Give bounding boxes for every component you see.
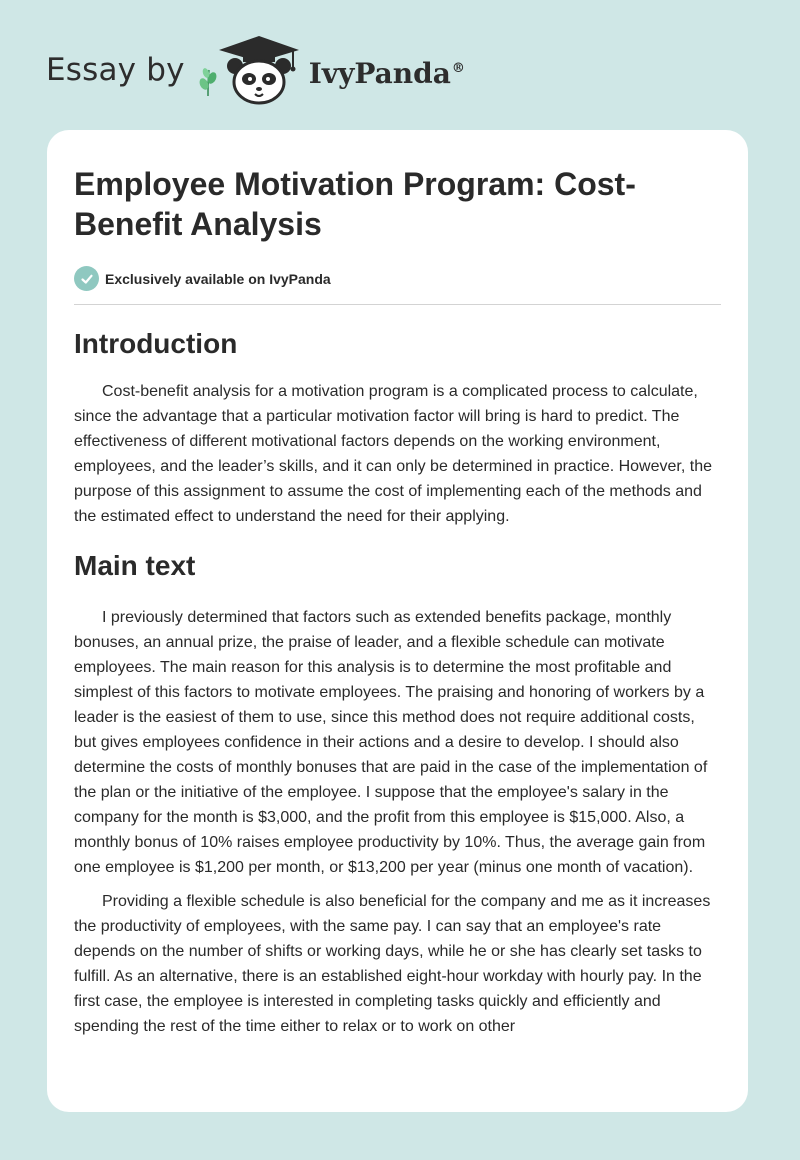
essay-title: Employee Motivation Program: Cost-Benefit Analysis <box>74 166 636 242</box>
brand-name: IvyPanda® <box>308 56 465 90</box>
section-heading-main-text: Main text <box>74 550 196 581</box>
badge-text: Exclusively available on IvyPanda <box>105 270 331 287</box>
exclusive-badge <box>74 266 721 291</box>
brand-prefix: Essay by <box>46 52 185 88</box>
paragraph: Cost-benefit analysis for a motivation program is a complicated process to calculate, since the advantage that a particular motivation factor will bring is hard to predict. The effectiveness of different motivational factors depends on the working environment, employees, and the leader’s skills, and it can only be determined in practice. However, the purpose of this assignment to assume the cost of implementing each of the methods and the estimated effect to understand the need for their applying. <box>74 383 712 525</box>
section-heading-introduction: Introduction <box>74 328 238 359</box>
divider <box>74 304 721 305</box>
brand-header <box>46 34 465 106</box>
essay-card <box>47 130 748 1112</box>
paragraph: I previously determined that factors such as extended benefits package, monthly bonuses, an annual prize, the praise of leader, and a flexible schedule can motivate employees. The main reason for this analysis is to determine the most profitable and simplest of this factors to motivate employees. The praising and honoring of workers by a leader is the easiest of them to use, since this method does not require additional costs, but gives employees confidence in their actions and a desire to develop. I should also determine the costs of monthly bonuses that are paid in the case of the implementation of the plan or the initiative of the employee. I suppose that the employee's salary in the company for the month is $3,000, and the profit from this employee is $15,000. Also, a monthly bonus of 10% raises employee productivity by 10%. Thus, the average gain from one employee is $1,200 per month, or $13,200 per year (minus one month of vacation). <box>74 609 708 876</box>
paragraph: Providing a flexible schedule is also beneficial for the company and me as it increases the productivity of employees, with the same pay. I can say that an employee's rate depends on the number of shifts or working days, while he or she has clearly set tasks to fulfill. As an alternative, there is an established eight-hour workday with hourly pay. In the first case, the employee is interested in completing tasks quickly and efficiently and spending the rest of the time either to relax or to work on other <box>74 893 711 1035</box>
panda-logo-icon <box>213 34 305 106</box>
check-icon <box>74 266 99 291</box>
